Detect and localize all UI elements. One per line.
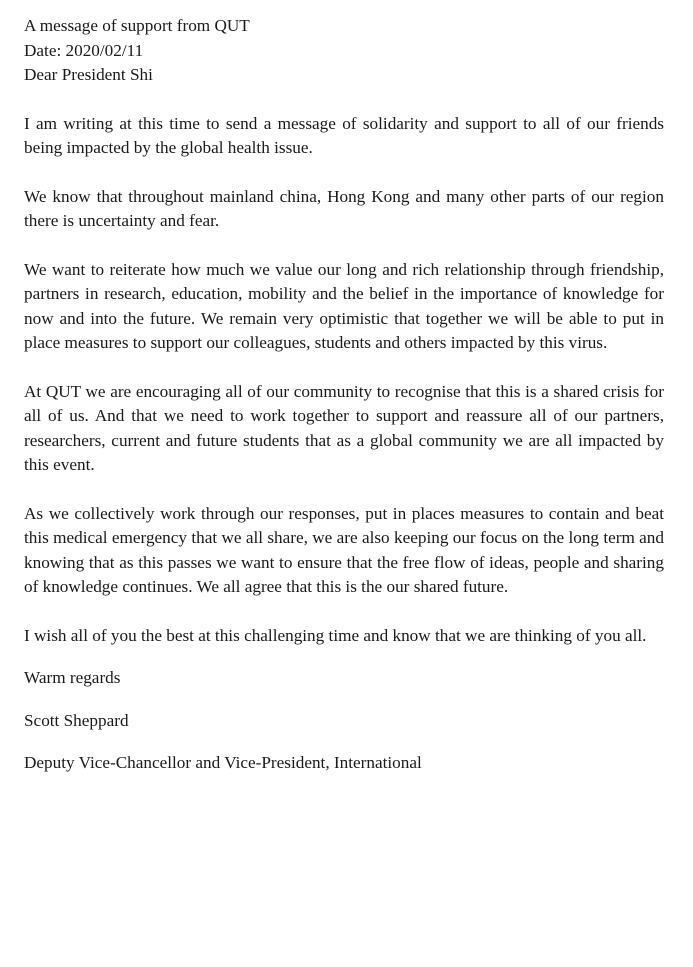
letter-closing: Warm regards xyxy=(24,668,121,687)
paragraph-shared-future: As we collectively work through our responses, put in places measures to contain and beat this medical emergency that we all share, we are also keeping our focus on the long term and knowing that as this passes we want to ensure that the free flow of ideas, people and sharing of knowledge continues. We all agree that this is the our shared future. xyxy=(24,503,664,596)
signatory-title: Deputy Vice-Chancellor and Vice-President, International xyxy=(24,753,422,772)
paragraph-uncertainty: We know that throughout mainland china, Hong Kong and many other parts of our region there is uncertainty and fear. xyxy=(24,186,664,230)
paragraph-relationship: We want to reiterate how much we value our long and rich relationship through friendship, partners in research, education, mobility and the belief in the importance of knowledge for now and into the future. We remain very optimistic that together we will be able to put in place measures to support our colleagues, students and others impacted by this virus. xyxy=(24,259,664,352)
letter-date: Date: 2020/02/11 xyxy=(24,40,144,60)
letter-body xyxy=(24,14,664,776)
paragraph-solidarity: I am writing at this time to send a message of solidarity and support to all of our friends being impacted by the global health issue. xyxy=(24,113,664,157)
paragraph-best-wishes: I wish all of you the best at this challenging time and know that we are thinking of you all. xyxy=(24,625,647,645)
letter-heading: A message of support from QUT xyxy=(24,16,250,35)
letter-salutation: Dear President Shi xyxy=(24,65,153,84)
paragraph-community: At QUT we are encouraging all of our community to recognise that this is a shared crisis for all of us. And that we need to work together to support and reassure all of our partners, researchers, current and future students that as a global community we are all impacted by this event. xyxy=(24,381,664,474)
signatory-name: Scott Sheppard xyxy=(24,710,129,730)
